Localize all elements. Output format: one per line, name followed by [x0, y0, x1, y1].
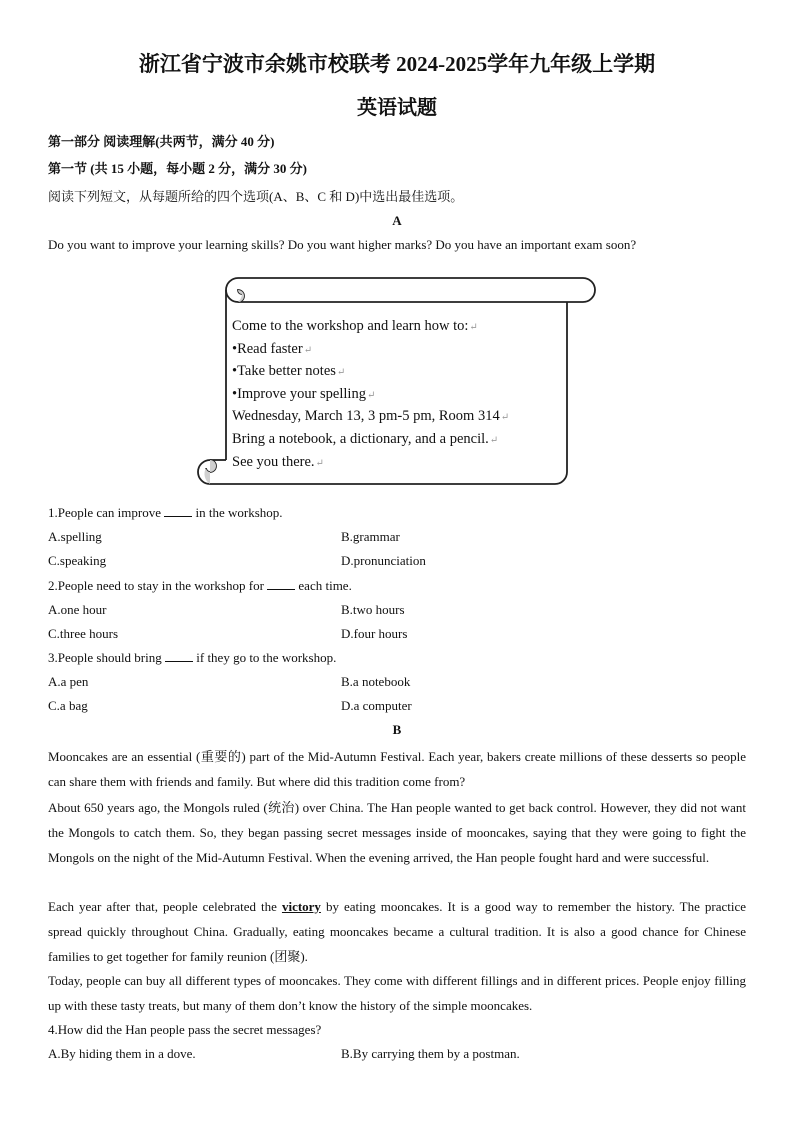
notice-line: •Read faster↵ — [232, 340, 313, 357]
passage-b-paragraph-4: Today, people can buy all different types of mooncakes. They come with different fillings and in different prices. People enjoy filling up with these tasty treats, but many of them don’t know the history of the simple mooncakes. — [48, 973, 746, 1013]
passage-a-intro: Do you want to improve your learning skills? Do you want higher marks? Do you have an important exam soon? — [48, 237, 637, 252]
question-2-option-a: A.one hour — [48, 602, 107, 617]
question-1-option-b: B.grammar — [341, 529, 400, 544]
question-2-option-c: C.three hours — [48, 626, 119, 641]
part-heading: 第一部分 阅读理解(共两节，满分 40 分) — [48, 134, 275, 149]
section-heading: 第一节 (共 15 小题，每小题 2 分，满分 30 分) — [48, 161, 307, 176]
page-subtitle: 英语试题 — [357, 97, 437, 119]
question-3-option-a: A.a pen — [48, 674, 89, 689]
notice-line: Wednesday, March 13, 3 pm-5 pm, Room 314↵ — [232, 408, 510, 425]
instruction-text: 阅读下列短文，从每题所给的四个选项(A、B、C 和 D)中选出最佳选项。 — [48, 189, 464, 204]
notice-line: See you there.↵ — [232, 453, 324, 470]
question-2-option-d: D.four hours — [341, 626, 408, 641]
passage-a-letter: A — [392, 213, 402, 228]
notice-line: Come to the workshop and learn how to:↵ — [232, 318, 478, 334]
page-title: 浙江省宁波市余姚市校联考 2024-2025学年九年级上学期 — [138, 52, 656, 76]
question-4-option-b: B.By carrying them by a postman. — [341, 1046, 520, 1061]
workshop-notice — [232, 316, 509, 474]
question-4-option-a: A.By hiding them in a dove. — [48, 1046, 196, 1061]
question-3-option-d: D.a computer — [341, 698, 412, 713]
question-1-option-a: A.spelling — [48, 529, 102, 544]
question-2-option-b: B.two hours — [341, 602, 405, 617]
question-3-option-b: B.a notebook — [341, 674, 411, 689]
question-3: 3.People should bring if they go to the workshop. — [48, 650, 337, 665]
passage-b-paragraph-3: Each year after that, people celebrated the victory by eating mooncakes. It is a good way to remember the history. The practice spread quickly throughout China. Gradually, eating mooncakes became a cultural tradition. It is also a good chance for Chinese families to get together for family reunion (团聚). — [48, 899, 746, 964]
notice-line: •Take better notes↵ — [232, 363, 346, 380]
notice-line: Bring a notebook, a dictionary, and a pencil.↵ — [232, 430, 499, 447]
question-2: 2.People need to stay in the workshop for each time. — [48, 578, 352, 593]
question-3-option-c: C.a bag — [48, 698, 88, 713]
keyword-victory: victory — [281, 899, 321, 914]
passage-b-paragraph-1: Mooncakes are an essential (重要的) part of the Mid-Autumn Festival. Each year, bakers create millions of these desserts so people can share them with friends and family. But where did this tradition come from? — [48, 749, 746, 789]
passage-b-paragraph-2: About 650 years ago, the Mongols ruled (统治) over China. The Han people wanted to get back control. However, they did not want the Mongols to catch them. So, they began passing secret messages inside of mooncakes, saying that they were going to fight the Mongols on the night of the Mid-Autumn Festival. When the evening arrived, the Han people fought hard and were successful. — [48, 800, 746, 865]
notice-line: •Improve your spelling↵ — [232, 385, 376, 402]
question-1-option-c: C.speaking — [48, 553, 107, 568]
question-1-option-d: D.pronunciation — [341, 553, 426, 568]
question-1: 1.People can improve in the workshop. — [48, 505, 283, 520]
passage-b-letter: B — [392, 722, 402, 737]
question-4: 4.How did the Han people pass the secret messages? — [48, 1022, 322, 1037]
